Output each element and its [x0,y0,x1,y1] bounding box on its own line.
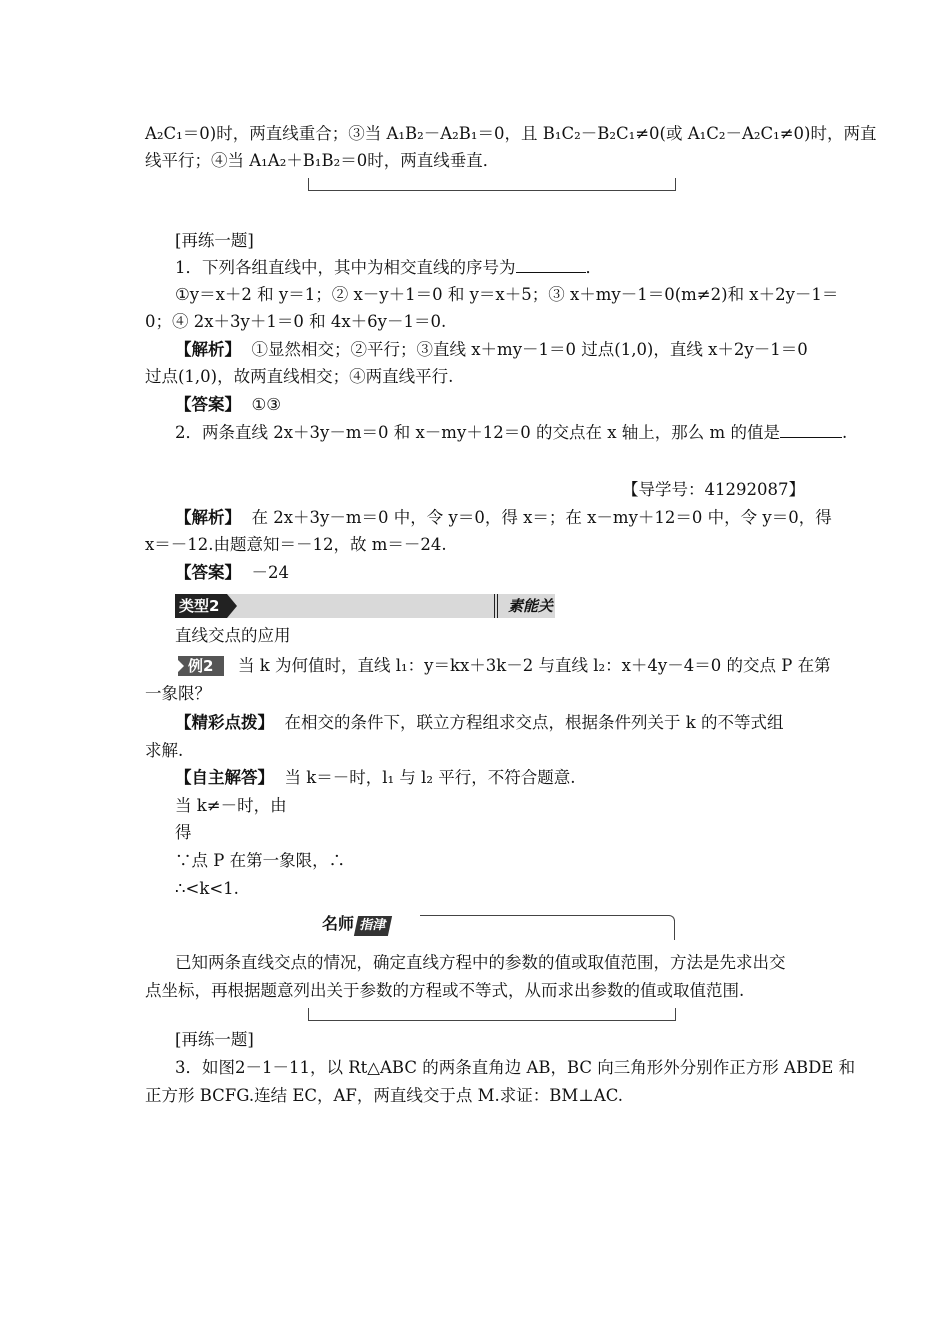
answer-2 [175,563,289,583]
practice-heading: [再练一题] [175,1030,254,1049]
solution-text: x＝－12.由题意知＝－12，故 m＝－24. [145,535,447,554]
question-text: 1．下列各组直线中，其中为相交直线的序号为 [175,258,516,277]
box-bottom-border [308,1008,676,1021]
example-text: 当 k 为何值时，直线 l₁：y＝kx＋3k－2 与直线 l₂：x＋4y－4＝0 的交点 P 在第 [238,656,831,675]
teacher-label: 名师 [322,914,355,933]
teacher-label-box: 指津 [354,916,392,936]
self-solution [175,768,576,788]
hint [175,713,784,733]
guide-number: 【导学号：41292087】 [622,480,805,499]
answer-tag: 【答案】 [175,395,241,414]
question-end: ． [585,258,602,277]
solution-text: ①显然相交；②平行；③直线 x＋my－1＝0 过点(1,0)，直线 x＋2y－1＝0 [251,340,808,359]
self-solution-text: 当 k＝－时，l₁ 与 l₂ 平行，不符合题意. [284,768,576,787]
solution-step: 得 [175,823,192,842]
solution-text: 在 2x＋3y－m＝0 中，令 y＝0，得 x＝；在 x－my＋12＝0 中，令 y＝0，得 [251,508,832,527]
practice-heading: [再练一题] [175,231,254,250]
solution-tag: 【解析】 [175,340,241,359]
solution-step: ∵点 P 在第一象限，∴ [175,851,346,870]
answer-1 [175,395,281,415]
question-2 [175,423,847,443]
text-line: 线平行；④当 A₁A₂＋B₁B₂＝0时，两直线垂直． [145,151,500,170]
hint-text: 求解. [145,741,184,760]
question-options: ①y＝x＋2 和 y＝1；② x－y＋1＝0 和 y＝x＋5；③ x＋my－1＝0(m≠2)和 x＋2y－1＝ [175,285,839,304]
answer-text: －24 [251,563,289,582]
solution-step: 当 k≠－时，由 [175,796,287,815]
answer-blank [780,423,842,438]
answer-text: ①③ [251,395,282,414]
type-tag: 类型2 [175,594,227,618]
type-level-label: 素能关 [494,594,553,618]
solution-tag: 【解析】 [175,508,241,527]
solution-step: ∴<k<1. [175,879,239,898]
teacher-guidance-tag [322,912,390,936]
section-title: 直线交点的应用 [175,626,291,645]
question-1 [175,258,602,278]
question-text: 2．两条直线 2x＋3y－m＝0 和 x－my＋12＝0 的交点在 x 轴上，那么 m 的值是 [175,423,780,442]
example-tag: 例2 [178,656,224,676]
text-line: A₂C₁＝0)时，两直线重合；③当 A₁B₂－A₂B₁＝0，且 B₁C₂－B₂C₁≠0(或 A₁C₂－A₂C₁≠0)时，两直 [145,124,877,143]
question-options: 0；④ 2x＋3y＋1＝0 和 4x＋6y－1＝0. [145,312,447,331]
answer-tag: 【答案】 [175,563,241,582]
question-3: 3．如图2－1－11，以 Rt△ABC 的两条直角边 AB，BC 向三角形外分别作正方形 ABDE 和 [175,1058,856,1077]
question-3: 正方形 BCFG.连结 EC，AF，两直线交于点 M.求证：BM⊥AC. [145,1086,623,1105]
tip-text: 已知两条直线交点的情况，确定直线方程中的参数的值或取值范围，方法是先求出交 [175,953,786,972]
box-bottom-border [308,178,676,191]
box-top-border [420,915,675,940]
tip-text: 点坐标，再根据题意列出关于参数的方程或不等式，从而求出参数的值或取值范围. [145,981,745,1000]
solution-1 [175,340,808,360]
answer-blank [516,258,586,273]
solution-text: 过点(1,0)，故两直线相交；④两直线平行. [145,367,454,386]
question-end: . [841,423,848,442]
hint-tag: 【精彩点拨】 [175,713,274,732]
example-text: 一象限？ [145,684,211,703]
hint-text: 在相交的条件下，联立方程组求交点，根据条件列关于 k 的不等式组 [284,713,784,732]
solution-2 [175,508,832,528]
self-solution-tag: 【自主解答】 [175,768,274,787]
